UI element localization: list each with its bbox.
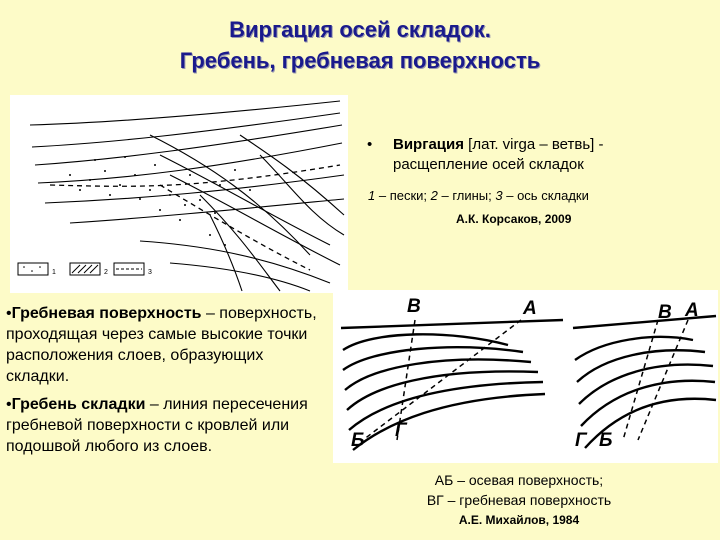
label-left-g: Г — [395, 420, 407, 441]
figure-caption — [384, 470, 654, 530]
legend-1-num: 1 — [368, 188, 376, 203]
virgation-rest: [лат. virga – ветвь] - расщепление осей складок — [393, 136, 604, 173]
bullet: • — [6, 396, 12, 413]
title-line-2: Гребень, гребневая поверхность — [179, 48, 541, 73]
fold-crest-rest: – линия пересечения гребневой поверхности с кровлей или подошвой любого из слоев. — [6, 396, 308, 455]
author-mikhailov: А.Е. Михайлов, 1984 — [458, 513, 580, 527]
label-left-v: В — [407, 296, 421, 317]
label-right-g: Г — [575, 430, 587, 451]
label-left-a: А — [523, 298, 537, 319]
virgation-term: Виргация — [393, 136, 465, 153]
legend-num-1: 1 — [52, 269, 56, 276]
label-left-b: Б — [351, 430, 365, 451]
caption-line-1: АБ – осевая поверхность; — [434, 472, 604, 488]
label-right-a: А — [685, 300, 699, 321]
legend-2-text: – глины; — [437, 188, 496, 203]
crest-surface-definition — [0, 303, 330, 387]
label-right-v: В — [658, 302, 672, 323]
legend-num-2: 2 — [104, 269, 108, 276]
crest-figure — [333, 290, 718, 463]
fold-crest-definition — [0, 394, 330, 457]
bullet: • — [6, 305, 12, 322]
crest-definitions — [0, 303, 330, 540]
crest-surface-rest: – поверхность, проходящая через самые высокие точки расположения слоев, образующих складки. — [6, 305, 317, 385]
legend-2-num: 2 — [430, 188, 438, 203]
virgation-sketch — [10, 95, 348, 293]
label-right-b: Б — [599, 430, 613, 451]
legend-3-text: – ось складки — [502, 188, 589, 203]
author-korsakov: А.К. Корсаков, 2009 — [456, 212, 572, 226]
virgation-figure — [10, 95, 348, 293]
bullet: • — [367, 136, 373, 153]
virgation-legend — [368, 188, 688, 203]
crest-surface-term: Гребневая поверхность — [11, 305, 202, 322]
legend-1-text: – пески; — [375, 188, 431, 203]
title-line-1: Виргация осей складок. — [229, 17, 491, 42]
virgation-definition — [367, 135, 701, 175]
fold-crest-term: Гребень складки — [11, 396, 146, 413]
caption-line-2: ВГ – гребневая поверхность — [426, 492, 612, 508]
page-title — [0, 14, 720, 76]
legend-3-num: 3 — [495, 188, 503, 203]
crest-sketch — [333, 290, 718, 463]
legend-num-3: 3 — [148, 269, 152, 276]
